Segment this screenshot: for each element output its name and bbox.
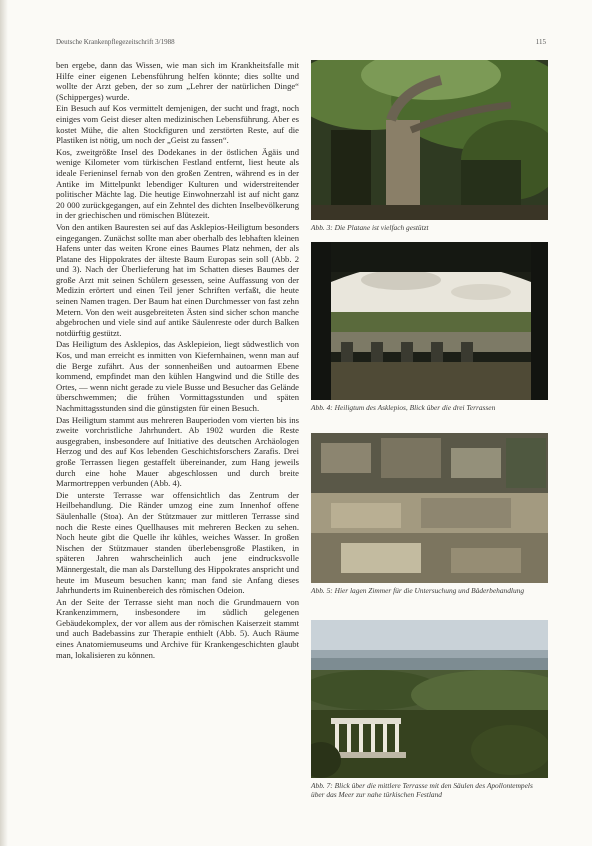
paragraph: An der Seite der Terrasse sieht man noch die Grundmauern von Krankenzimmern, insbesondere im südlich gelegenen Gebäudekomplex, der vor allem aus der römischen Kaiserzeit stammt und auch Badebassins zur Therapie enthielt (Abb. 5). Auch Räume eines Anatomiemuseums und Archive für Krankengeschichten glaubt man, lokalisieren zu können. <box>56 596 299 660</box>
article-text-column <box>56 60 299 802</box>
paragraph: Das Heiligtum stammt aus mehreren Bauperioden vom vierten bis ins zweite vorchristliche Jahrhundert. Ab 1902 wurden die Reste ausgegraben, insbesondere auf Initiative des deutschen Archäologen Herzog und des auf Kos lebenden Geschichtsforschers Zarafis. Drei große Terrassen liegen gestaffelt übereinander, zum Hang jeweils durch eine hohe Mauer abgeschlossen und durch breite Marmortreppen verbunden (Abb. 4). <box>56 414 299 489</box>
paragraph: ben ergebe, dann das Wissen, wie man sich im Krankheitsfalle mit Hilfe einer eigenen Lebensführung helfen könnte; dies sollte und wollte der Arzt geben, der so zum „Lehrer der natürlichen Dinge“ (Schipperges) wurde. <box>56 60 299 102</box>
plane-tree-photo <box>311 60 548 220</box>
figure-asklepieion-terraces <box>311 242 548 412</box>
figure-caption: Abb. 4: Heiligtum des Asklepios, Blick über die drei Terrassen <box>311 403 496 412</box>
apollo-temple-columns-photo <box>311 620 548 778</box>
paragraph: Die unterste Terrasse war offensichtlich das Zentrum der Heilbehandlung. Die Ränder umzog eine zum Innenhof offene Säulenhalle (Stoa). An der Stützmauer zur mittleren Terrasse sind noch die Reste eines Quellhauses mit mehreren Becken zu sehen. Noch heute gibt die Quelle ihr kühles, weiches Wasser. In großen Nischen der Stützmauer standen überlebensgroße Plastiken, in späteren Jahren wahrscheinlich auch jene eindrucksvolle Männergestalt, die man als Darstellung des Hippokrates anspricht und heute im Museum besuchen kann; man fand sie Anfang dieses Jahrhunderts im Ruinenbereich des römischen Odeion. <box>56 489 299 596</box>
figure-column <box>311 60 548 802</box>
paragraph: Kos, zweitgrößte Insel des Dodekanes in der östlichen Ägäis und wenige Kilometer vom türkischen Festland entfernt, liest heute als ideale Ferieninsel fernab von den großen Zentren, während es in der Antike im Mittelpunkt lebendiger Kulturen und widerstreitender politischer Mächte lag. Die heutige Einwohnerzahl ist auf nicht ganz 20 000 zurückgegangen, auf ein Zehntel des dichten Inselbevölkerung in der griechischen und römischen Blütezeit. <box>56 146 299 221</box>
running-header <box>56 38 546 50</box>
journal-title: Deutsche Krankenpflegezeitschrift 3/1988 <box>56 38 175 46</box>
scan-edge <box>0 0 8 846</box>
page-number: 115 <box>535 38 546 46</box>
figure-apollo-temple <box>311 620 548 799</box>
stone-ruins-photo <box>311 433 548 583</box>
figure-caption: Abb. 5: Hier lagen Zimmer für die Untersuchung und Bäderbehandlung <box>311 586 525 595</box>
paragraph: Ein Besuch auf Kos vermittelt demjenigen, der sucht und fragt, noch einiges vom Geist dieser alten medizinischen Lebensführung. Aber es kostet Mühe, die alten Stockfiguren und zerstörten Reste, auf die Plastiken ist nötig, um noch der „Geist zu fassen“. <box>56 103 299 146</box>
figure-plane-tree <box>311 60 548 232</box>
asklepieion-terraces-photo <box>311 242 548 400</box>
figure-caption: Abb. 7: Blick über die mittlere Terrasse mit den Säulen des Apollontempels über das Meer zur nahe türkischen Festland <box>311 781 533 799</box>
paragraph: Das Heiligtum des Asklepios, das Asklepieion, liegt südwestlich von Kos, und man erreicht es inmitten von Kiefernhainen, wenn man auf die Berge zufährt. Aus der sonnenheißen und autoarmen Ebene kommend, empfindet man den kühlen Hangwind und die Stille des Ortes, — wenn nicht gerade zu viele Busse und Besucher das Gelände überschwemmen; die frühen Vormittagsstunden und späten Nachmittagsstunden sind die günstigsten für einen Besuch. <box>56 339 299 413</box>
figure-caption: Abb. 3: Die Platane ist vielfach gestützt <box>311 223 429 232</box>
figure-stone-ruins <box>311 433 548 595</box>
paragraph: Von den antiken Bauresten sei auf das Asklepios-Heiligtum besonders eingegangen. Zunächst sollte man aber oberhalb des lebhaften kleinen Hafens unter das weiten Krone eines Baumes Platz nehmen, der als Platane des Hippokrates der älteste Baum Europas sein soll (Abb. 2 und 3). Nach der Überlieferung hat im Schatten dieses Baumes der große Arzt mit seinen Schülern gesessen, seine Auffassung von der Medizin erörtert und einen Teil jener Schriften verfaßt, die heute seinen Namen tragen. Der Baum hat einen Durchmesser von fast zehn Metern. Von den weit ausgebreiteten Ästen sind sicher schon manche abgebrochen und viele sind auf antike Säulenreste oder durch Balken notdürftig gestützt. <box>56 221 299 338</box>
